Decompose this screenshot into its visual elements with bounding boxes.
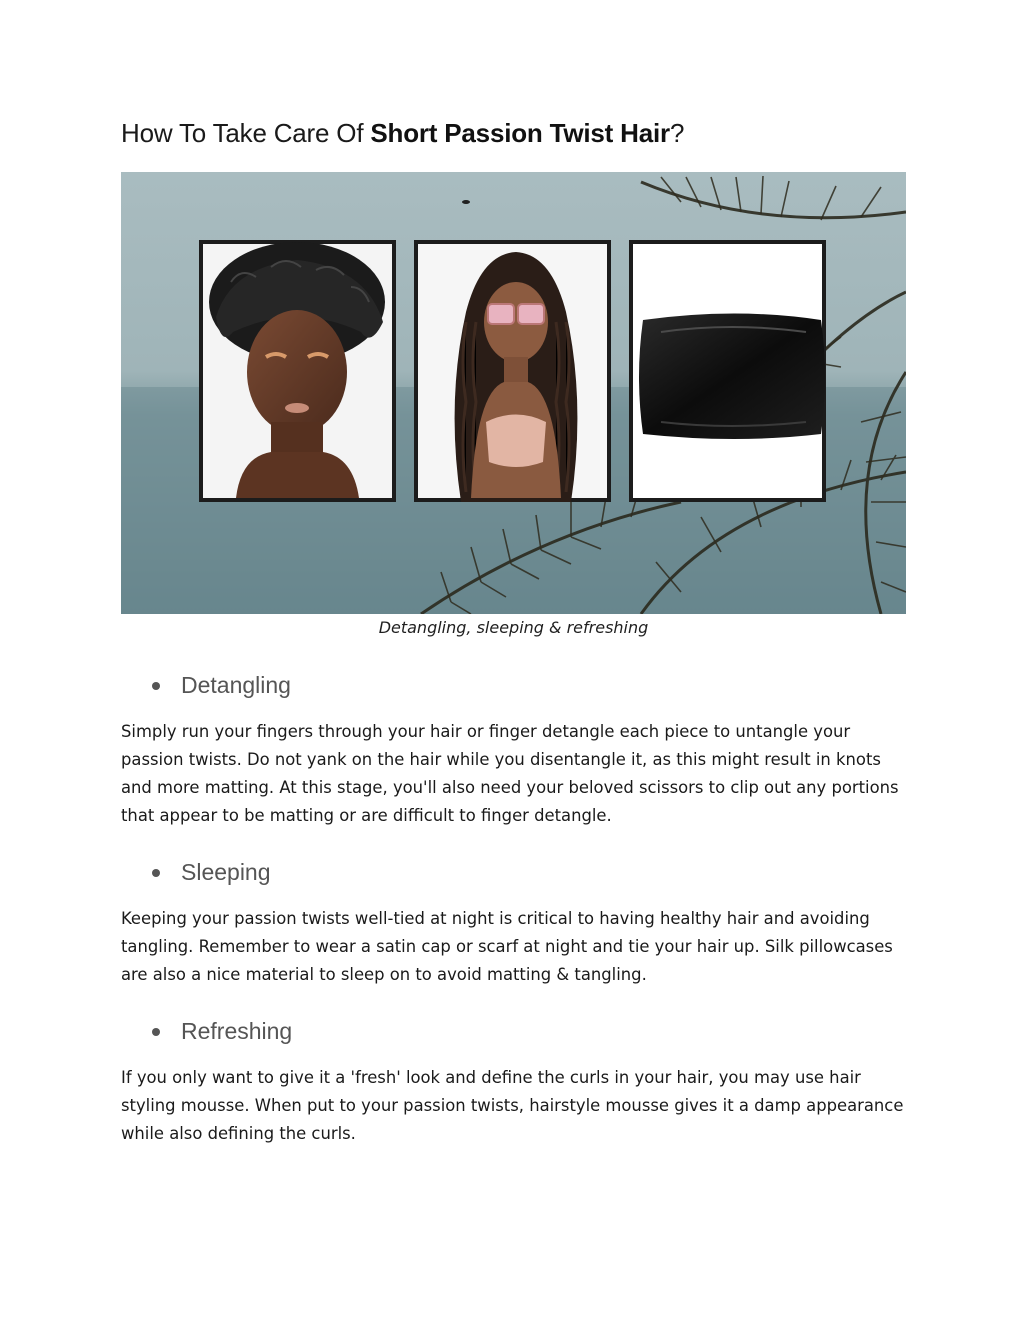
section-body-detangling: Simply run your fingers through your hair or finger detangle each piece to untangle your passion twists. Do not yank on the hair while you disentangle it, as this might result in knots and more matting. At this stage, you'll also need your beloved scissors to clip out any portions that appear to be matting or are difficult to finger detangle.: [121, 722, 899, 825]
section-heading-label: Sleeping: [181, 859, 271, 885]
section-heading-refreshing: [152, 1018, 292, 1045]
hero-image: [121, 172, 906, 614]
section-body-sleeping: Keeping your passion twists well-tied at night is critical to having healthy hair and avoiding tangling. Remember to wear a satin cap or scarf at night and tie your hair up. Silk pillowcases are also a nice material to sleep on to avoid matting & tangling.: [121, 909, 893, 984]
section-heading-label: Refreshing: [181, 1018, 293, 1044]
image-caption: Detangling, sleeping & refreshing: [378, 618, 649, 637]
page-title: [121, 118, 684, 149]
pillowcase-panel: [629, 240, 826, 502]
title-bold: Short Passion Twist Hair: [370, 118, 670, 148]
title-prefix: How To Take Care Of: [121, 118, 371, 148]
section-body-refreshing: If you only want to give it a 'fresh' look and define the curls in your hair, you may use hair styling mousse. When put to your passion twists, hairstyle mousse gives it a damp appearance while also defining the curls.: [121, 1068, 904, 1143]
title-suffix: ?: [669, 118, 685, 148]
section-heading-sleeping: [152, 859, 271, 886]
bonnet-panel: [199, 240, 396, 502]
section-heading-detangling: [152, 672, 291, 699]
section-heading-label: Detangling: [181, 672, 291, 698]
bullet-icon: [152, 682, 160, 690]
model-panel: [414, 240, 611, 502]
bullet-icon: [152, 1028, 160, 1036]
bullet-icon: [152, 869, 160, 877]
